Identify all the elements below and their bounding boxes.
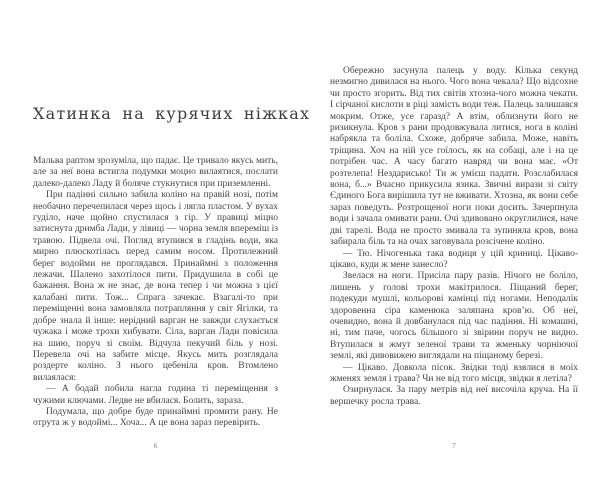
paragraph: Обережно засунула палець у воду. Кілька секунд незмигно дивилася на нього. Чого вона чекала? Що відсохне чи просто згорить. Від тих світів хтозна-чого можна чекати. І сірчаної кислоти в ріці замість води теж. Палець залишався мокрим. Отже, усе гаразд? А втім, облизнути його не ризикнула. Кров з рани продовжувала литися, нога в коліні набрякла та боліла. Схоже, добряче забила. Може, навіть тріщина. Хоч на ній усе гоїлось, як на собаці, але і на це потрібен час. А часу багато навряд чи вона має. «От розтелепа! Нездарисько! Ти ж умієш падати. Розслабилася вона, б...» Вчасно прикусила язика. Звичні вирази зі світу Єдиного Бога вирішила тут не вживати. Хтозна, як вони себе зараз поведуть. Розтрощеної ноги поки досить. Зачерпнула води і зачала омивати рани. Очі здивовано округлилися, наче дві тарелі. Вода не просто змивала та зупиняла кров, вона забирала біль та на очах заговувала розсічене коліно. <box>330 66 578 248</box>
page-number-left: 6 <box>153 441 158 450</box>
paragraph: Звелася на ноги. Присіла пару разів. Нічого не боліло, лишень у голові трохи макітрилося. Піщаний берег, подекуди мушлі, кольорові камінці під ногами. Неподалік здоровенна сіра каменюка заляпана кров’ю. Об неї, очевидно, вона й довбанулася під час падіння. Ні комашні, ні, тим паче, чогось більшого зі звірини поруч не видно. Втупилася в жмут зеленої трави та жменьку чорніючої землі, які дивовижею виглядали на піщаному березі. <box>330 271 578 362</box>
paragraph: Мальва раптом зрозуміла, що падає. Це тривало якусь мить, але за неї вона встигла подумки моцно вилаятися, послати далеко-далеко Ладу й боляче стукнутися при приземленні. <box>33 156 278 189</box>
paragraph: Озирнулася. За пару метрів від неї височіла круча. На її вершечку росла трава. <box>330 385 578 407</box>
paragraph: — Цікаво. Довкола пісок. Звідки тоді взялися в моїх жменях земля і трава? Чи не від того місця, звідки я летіла? <box>330 362 578 384</box>
right-page <box>330 0 578 501</box>
left-page-body <box>33 156 278 430</box>
paragraph: При падінні сильно забила коліно на правій нозі, потім необачно перечепилася через щось і лягла пластом. У вухах гуділо, наче щойно спустилася з гір. У правиці міцно затиснута дримба Лади, у лівиці — чорна земля впереміш із травою. Підвела очі. Погляд втупився в гладінь води, яка мирно плюскотілась перед самим носом. Протилежний берег водойми не проглядався. Принаймні з положення лежачи. Шалено захотілося пити. Придушила в собі це бажання. Вона ж не знає, де вона тепер і чи можна з цієї калабані пити. Тож... Спрага зачекає. Взагалі-то при переміщенні вона замовляла потрапляння у світ Ягілки, та добре знала й інше: нерідний варган не завжди слухається чужака і може трохи хибувати. Сіла, варган Лади повісила на шию, поруч зі своїм. Відчула пекучий біль у нозі. Перевела очі на забите місце. Якусь мить розглядала роздерте коліно. З нього цебеніла кров. Втомлено вилаялася: <box>33 190 278 383</box>
page-number-right: 7 <box>452 441 456 450</box>
chapter-title: Хатинка на курячих ніжках <box>33 104 311 123</box>
right-page-body <box>330 66 578 408</box>
paragraph: — Тю. Нічогенька така водиця у цій криниці. Цікаво-цікаво, куди ж мене занесло? <box>330 248 578 270</box>
paragraph: — А бодай побила нагла година ті переміщення з чужими ключами. Ледве не вбилася. Болить, зараза. <box>33 384 278 406</box>
paragraph: Подумала, що добре буде принаймні промити рану. Не отрута ж у водоймі... Хоча... А це вона зараз перевірить. <box>33 406 278 429</box>
left-page <box>33 0 311 501</box>
